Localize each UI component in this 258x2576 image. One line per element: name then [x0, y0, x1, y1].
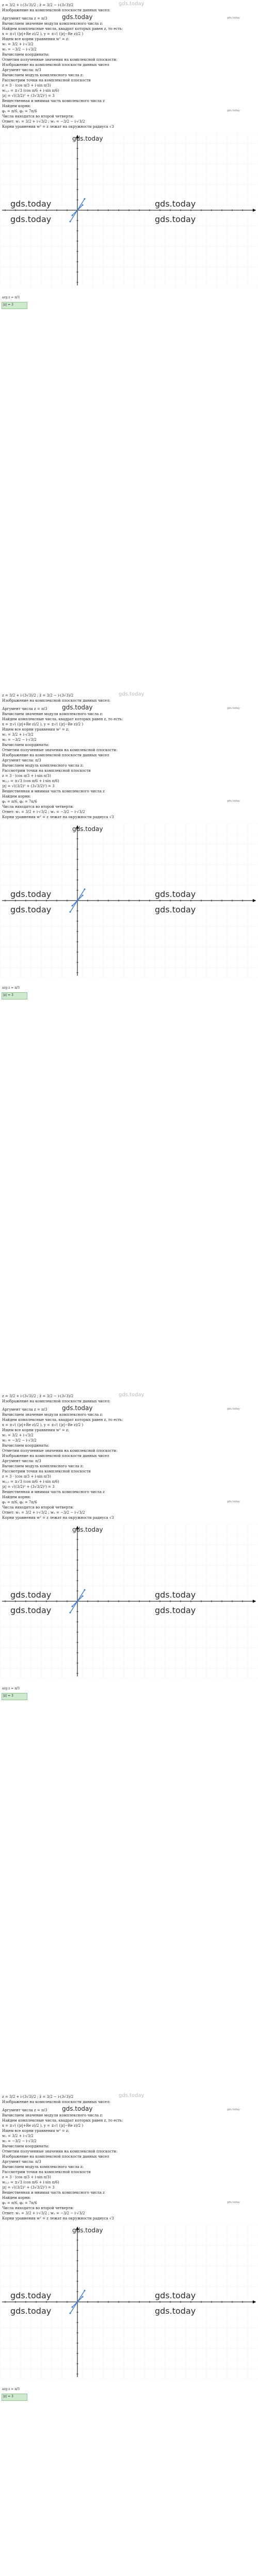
text-line: Вычисляем координаты:	[2, 2144, 50, 2148]
text-line: z = 3/2 + i·(3√3)/2 ; z̄ = 3/2 − i·(3√3)/2	[2, 693, 74, 698]
text-line: Ищем все корни уравнения w² = z:	[2, 727, 69, 732]
text-line: Изображение на комплексной плоскости данных чисел	[2, 2155, 109, 2159]
text-line: Вещественная и мнимая часть комплексного числа z	[2, 1490, 105, 1494]
text-line: Вычисляем модуль комплексного числа z:	[2, 1464, 84, 1468]
text-line: Отметим полученные значения на комплексной плоскости:	[2, 1449, 118, 1453]
vector	[70, 901, 77, 912]
text-line: Ищем все корни уравнения w² = z:	[2, 1428, 69, 1432]
text-line: Отметим полученные значения на комплексной плоскости:	[2, 2149, 118, 2154]
text-line: z = 3/2 + i·(3√3)/2 ; z̄ = 3/2 − i·(3√3)/2	[2, 1394, 74, 1398]
text-line: w₁ = 3/2 + i·√3/2	[2, 2134, 34, 2138]
watermark: gds.today	[10, 889, 52, 899]
vector-endpoint	[70, 911, 71, 913]
vector-endpoint	[82, 205, 84, 206]
text-line: Рассмотрим точки на комплексной плоскости	[2, 769, 91, 773]
text-line: arg z = π/3	[2, 1687, 20, 1690]
vector-endpoint	[84, 2290, 86, 2292]
answer-text: |z| = 3	[3, 1694, 13, 1698]
x-axis-arrow	[253, 899, 256, 902]
watermark: gds.today	[155, 214, 196, 224]
watermark: gds.today	[10, 1605, 52, 1615]
text-line: Рассмотрим точки на комплексной плоскости	[2, 78, 91, 82]
text-line: w₁ = 3/2 + i·√3/2	[2, 1433, 34, 1437]
watermark: gds.today	[10, 214, 52, 224]
text-line: Рассмотрим точки на комплексной плоскости	[2, 2170, 91, 2174]
text-line: Рассмотрим точки на комплексной плоскости	[2, 1469, 91, 1473]
vector-endpoint	[72, 905, 73, 907]
text-line: Аргумент числа: π/3	[2, 68, 41, 72]
watermark: gds.today	[72, 825, 103, 833]
text-line: z = 3/2 + i·(3√3)/2 ; z̄ = 3/2 − i·(3√3)/2	[2, 3, 74, 7]
text-line: Вычисляем значение модуля комплексного числа z:	[2, 712, 103, 716]
complex-plane-svg	[0, 823, 258, 978]
text-line: Аргумент числа: π/3	[2, 758, 41, 762]
text-line: Найдем комплексные числа, квадрат которых равен z, то есть:	[2, 717, 123, 721]
vector-endpoint	[82, 1596, 84, 1597]
site-tag: gds.today	[227, 800, 240, 803]
text-line: Изображение на комплексной плоскости данных чисел	[2, 1454, 109, 1458]
text-line: Отметим полученные значения на комплексной плоскости:	[2, 748, 118, 752]
site-tag: gds.today	[227, 1408, 240, 1411]
text-line: Ищем все корни уравнения w² = z:	[2, 37, 69, 41]
watermark: gds.today	[72, 135, 103, 142]
text-line: |z| = √((3/2)² + (3√3/2)²) = 3	[2, 1485, 55, 1489]
text-line: Аргумент числа z = π/3	[2, 16, 47, 21]
text-line: arg z = π/3	[2, 986, 20, 990]
watermark: gds.today	[155, 2291, 196, 2300]
text-line: Изображение на комплексной плоскости данных чисел:	[2, 1399, 110, 1403]
text-line: Вычисляем значение модуля комплексного числа z:	[2, 1413, 103, 1417]
text-line: φ₁ = π/6, φ₂ = 7π/6	[2, 800, 37, 804]
text-line: w₂ = −3/2 − i·√3/2	[2, 47, 37, 52]
vector-endpoint	[72, 215, 73, 216]
text-line: Числа находятся во второй четверти:	[2, 1505, 74, 1510]
vector-endpoint	[82, 895, 84, 896]
text-line: Найдем корни:	[2, 1495, 31, 1499]
text-line: Найдем комплексные числа, квадрат которых равен z, то есть:	[2, 1418, 123, 1422]
watermark: gds.today	[119, 2093, 144, 2098]
text-line: Изображение на комплексной плоскости данных чисел:	[2, 8, 110, 12]
text-line: w₁,₂ = ±√3 (cos π/6 + i·sin π/6)	[2, 2180, 59, 2184]
watermark: gds.today	[62, 1404, 93, 1412]
text-line: Вычисляем значение модуля комплексного числа z:	[2, 2113, 103, 2117]
watermark: gds.today	[155, 1605, 196, 1615]
text-line: Числа находятся во второй четверти:	[2, 114, 74, 118]
text-line: |z| = √((3/2)² + (3√3/2)²) = 3	[2, 94, 55, 98]
vector	[77, 1590, 85, 1601]
watermark: gds.today	[62, 13, 93, 21]
complex-plane-chart	[0, 133, 258, 287]
text-line: Вычисляем модуль комплексного числа z:	[2, 73, 84, 77]
vector-endpoint	[84, 889, 86, 890]
text-line: Вычисляем координаты:	[2, 53, 50, 57]
text-line: Корни уравнения w² = z лежат на окружности радиуса √3	[2, 1516, 114, 1520]
vector-endpoint	[70, 2313, 71, 2314]
watermark: gds.today	[119, 1392, 144, 1398]
text-line: x = ±√( (|z|+Re z)/2 ), y = ±√( (|z|−Re z)/2 )	[2, 1423, 84, 1427]
watermark: gds.today	[119, 691, 144, 697]
complex-plane-svg	[0, 2225, 258, 2379]
watermark: gds.today	[10, 905, 52, 914]
watermark: gds.today	[10, 1590, 52, 1600]
text-line: w₁,₂ = ±√3 (cos π/6 + i·sin π/6)	[2, 779, 59, 783]
complex-plane-svg	[0, 1524, 258, 1679]
text-line: Аргумент числа z = π/3	[2, 707, 47, 711]
text-line: Ищем все корни уравнения w² = z:	[2, 2129, 69, 2133]
text-line: x = ±√( (|z|+Re z)/2 ), y = ±√( (|z|−Re z)/2 )	[2, 2124, 84, 2128]
vector	[77, 889, 85, 901]
text-line: arg z = π/3	[2, 2387, 20, 2391]
text-line: Вычисляем координаты:	[2, 1444, 50, 1448]
text-line: w₂ = −3/2 − i·√3/2	[2, 738, 37, 742]
site-tag: gds.today	[227, 1500, 240, 1503]
site-tag: gds.today	[227, 2108, 240, 2111]
text-line: w₂ = −3/2 − i·√3/2	[2, 1438, 37, 1443]
text-line: z = 3 · (cos π/3 + i·sin π/3)	[2, 83, 51, 88]
text-line: Вычисляем модуль комплексного числа z:	[2, 2165, 84, 2169]
watermark: gds.today	[155, 199, 196, 209]
watermark: gds.today	[10, 2306, 52, 2316]
text-line: Вещественная и мнимая часть комплексного числа z	[2, 2191, 105, 2195]
text-line: Найдем комплексные числа, квадрат которых равен z, то есть:	[2, 27, 123, 31]
text-line: Ответ: w₁ = 3/2 + i·√3/2 ; w₂ = −3/2 − i·√3/2	[2, 120, 85, 124]
text-line: x = ±√( (|z|+Re z)/2 ), y = ±√( (|z|−Re z)/2 )	[2, 32, 84, 36]
vector-endpoint	[72, 1606, 73, 1607]
site-tag: gds.today	[227, 707, 240, 710]
text-line: Найдем корни:	[2, 104, 31, 108]
text-line: Ответ: w₁ = 3/2 + i·√3/2 ; w₂ = −3/2 − i·√3/2	[2, 2211, 85, 2215]
vector-endpoint	[84, 198, 86, 200]
text-line: Найдем корни:	[2, 2196, 31, 2200]
watermark: gds.today	[155, 2306, 196, 2316]
vector-endpoint	[70, 221, 71, 223]
text-line: w₁,₂ = ±√3 (cos π/6 + i·sin π/6)	[2, 1480, 59, 1484]
text-line: Аргумент числа z = π/3	[2, 2108, 47, 2112]
complex-plane-svg	[0, 133, 258, 287]
text-line: Изображение на комплексной плоскости данных чисел:	[2, 2100, 110, 2104]
text-line: Найдем комплексные числа, квадрат которых равен z, то есть:	[2, 2119, 123, 2123]
text-line: Вычисляем координаты:	[2, 743, 50, 747]
text-line: φ₁ = π/6, φ₂ = 7π/6	[2, 2201, 37, 2205]
vector	[70, 2302, 77, 2313]
text-line: w₁ = 3/2 + i·√3/2	[2, 733, 34, 737]
text-line: Ответ: w₁ = 3/2 + i·√3/2 ; w₂ = −3/2 − i·√3/2	[2, 1511, 85, 1515]
text-line: Аргумент числа z = π/3	[2, 1408, 47, 1412]
complex-plane-chart	[0, 823, 258, 978]
text-line: x = ±√( (|z|+Re z)/2 ), y = ±√( (|z|−Re z)/2 )	[2, 722, 84, 726]
text-line: Вещественная и мнимая часть комплексного числа z	[2, 789, 105, 793]
x-axis-arrow	[253, 2300, 256, 2303]
text-line: Вещественная и мнимая часть комплексного числа z	[2, 99, 105, 103]
text-line: Изображение на комплексной плоскости данных чисел	[2, 63, 109, 67]
text-line: z = 3 · (cos π/3 + i·sin π/3)	[2, 2175, 51, 2179]
text-line: φ₁ = π/6, φ₂ = 7π/6	[2, 1500, 37, 1504]
watermark: gds.today	[62, 704, 93, 711]
text-line: Вычисляем значение модуля комплексного числа z:	[2, 22, 103, 26]
watermark: gds.today	[72, 1526, 103, 1533]
text-line: Аргумент числа: π/3	[2, 1459, 41, 1463]
text-line: |z| = √((3/2)² + (3√3/2)²) = 3	[2, 784, 55, 788]
answer-text: |z| = 3	[3, 303, 13, 307]
text-line: w₁ = 3/2 + i·√3/2	[2, 42, 34, 46]
x-axis-arrow	[253, 209, 256, 212]
vector-endpoint	[72, 2307, 73, 2308]
text-line: Найдем корни:	[2, 794, 31, 799]
vector	[77, 199, 85, 210]
text-line: Корни уравнения w² = z лежат на окружности радиуса √3	[2, 125, 114, 129]
text-line: Корни уравнения w² = z лежат на окружности радиуса √3	[2, 2216, 114, 2221]
text-line: z = 3 · (cos π/3 + i·sin π/3)	[2, 774, 51, 778]
text-line: Изображение на комплексной плоскости данных чисел:	[2, 699, 110, 703]
watermark: gds.today	[119, 1, 144, 7]
answer-text: |z| = 3	[3, 993, 13, 997]
watermark: gds.today	[155, 1590, 196, 1600]
text-line: |z| = √((3/2)² + (3√3/2)²) = 3	[2, 2185, 55, 2190]
text-line: Ответ: w₁ = 3/2 + i·√3/2 ; w₂ = −3/2 − i·√3/2	[2, 810, 85, 814]
text-line: z = 3/2 + i·(3√3)/2 ; z̄ = 3/2 − i·(3√3)/2	[2, 2095, 74, 2099]
text-line: z = 3 · (cos π/3 + i·sin π/3)	[2, 1475, 51, 1479]
vector	[70, 1601, 77, 1613]
watermark: gds.today	[72, 2227, 103, 2234]
text-line: arg z = π/3	[2, 296, 20, 299]
text-line: Аргумент числа: π/3	[2, 2160, 41, 2164]
complex-plane-chart	[0, 2225, 258, 2379]
site-tag: gds.today	[227, 2201, 240, 2204]
text-line: w₂ = −3/2 − i·√3/2	[2, 2139, 37, 2143]
text-line: Корни уравнения w² = z лежат на окружности радиуса √3	[2, 815, 114, 819]
x-axis-arrow	[253, 1600, 256, 1603]
vector-endpoint	[84, 1589, 86, 1591]
complex-plane-chart	[0, 1524, 258, 1679]
text-line: w₁,₂ = ±√3 (cos π/6 + i·sin π/6)	[2, 89, 59, 93]
site-tag: gds.today	[227, 16, 240, 20]
text-line: Отметим полученные значения на комплексной плоскости:	[2, 58, 118, 62]
text-line: Изображение на комплексной плоскости данных чисел	[2, 753, 109, 757]
watermark: gds.today	[155, 905, 196, 914]
site-tag: gds.today	[227, 109, 240, 112]
text-line: Числа находятся во второй четверти:	[2, 805, 74, 809]
watermark: gds.today	[10, 199, 52, 209]
text-line: φ₁ = π/6, φ₂ = 7π/6	[2, 109, 37, 113]
text-line: Числа находятся во второй четверти:	[2, 2206, 74, 2210]
watermark: gds.today	[62, 2105, 93, 2112]
vector-endpoint	[70, 1612, 71, 1614]
text-line: Вычисляем модуль комплексного числа z:	[2, 764, 84, 768]
vector	[77, 2291, 85, 2302]
watermark: gds.today	[155, 889, 196, 899]
vector	[70, 210, 77, 222]
vector-endpoint	[82, 2296, 84, 2298]
watermark: gds.today	[10, 2291, 52, 2300]
answer-text: |z| = 3	[3, 2395, 13, 2398]
